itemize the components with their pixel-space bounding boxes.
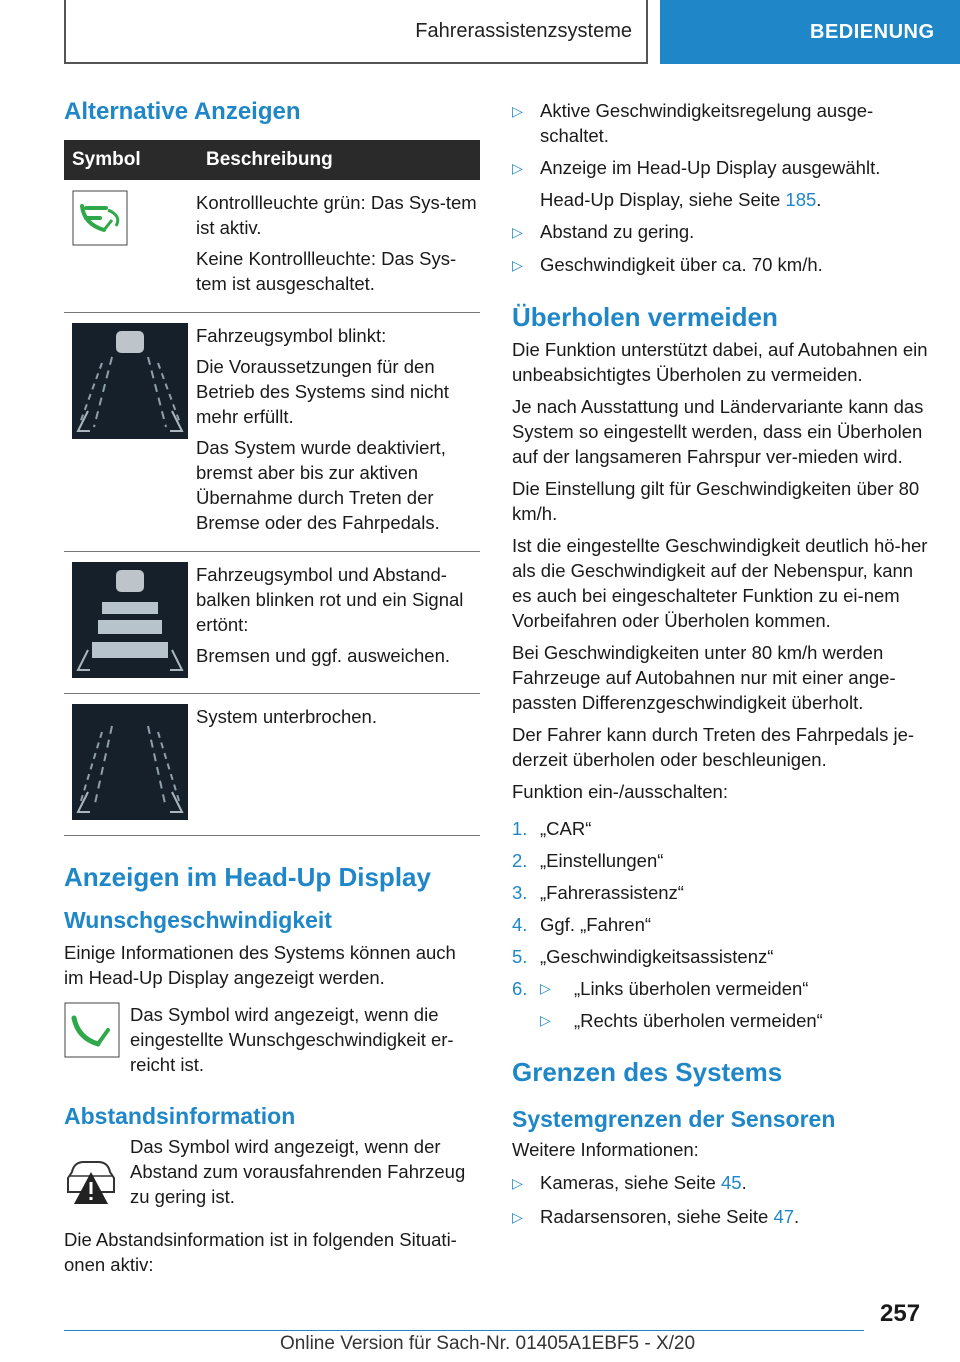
heading-ueberholen-vermeiden: Überholen vermeiden xyxy=(512,302,778,332)
table-row xyxy=(64,552,480,694)
hud-speed-icon xyxy=(64,1002,120,1058)
distance-warning-icon xyxy=(64,1154,118,1208)
chapter-header xyxy=(64,0,648,64)
paragraph: Weitere Informationen: xyxy=(512,1139,699,1160)
subheading-abstandsinformation: Abstandsinformation xyxy=(64,1103,296,1129)
paragraph: Funktion ein-/ausschalten: xyxy=(512,781,728,802)
section-title: BEDIENUNG xyxy=(810,20,935,43)
triangle-bullet-icon: ▷ xyxy=(512,224,523,240)
table-row xyxy=(64,313,480,552)
vehicle-distance-bars-display-icon xyxy=(72,562,188,678)
row2-text3: Das System wurde deaktiviert, bremst aber bis zur aktiven Übernahme durch Treten der Bremse oder des Fahrpedals. xyxy=(196,437,446,533)
paragraph-wunsch: Einige Informationen des Systems können auch im Head-Up Display angezeigt werden. xyxy=(64,942,456,988)
heading-alternative-anzeigen: Alternative Anzeigen xyxy=(64,98,301,125)
vehicle-blinking-display-icon xyxy=(72,323,188,439)
row3-text2: Bremsen und ggf. ausweichen. xyxy=(196,645,451,666)
table-row xyxy=(64,694,480,836)
row1-text1: Kontrollleuchte grün: Das Sys-tem ist aktiv. xyxy=(196,192,477,238)
icon-row-abstand xyxy=(64,1134,480,1213)
symbol-table xyxy=(64,140,480,836)
left-column xyxy=(64,98,480,1277)
paragraph: Bei Geschwindigkeiten unter 80 km/h werden Fahrzeuge auf Autobahnen nur mit einer ange-passten Differenzgeschwindigkeit überholt. xyxy=(512,642,896,713)
list-item: 1. „CAR“ xyxy=(512,818,592,839)
page-link-47[interactable]: 47 xyxy=(773,1206,795,1227)
list-item: 2. „Einstellungen“ xyxy=(512,850,664,871)
triangle-bullet-icon: ▷ xyxy=(512,1175,523,1191)
list-item: ▷ „Rechts überholen vermeiden“ xyxy=(540,1010,823,1031)
triangle-bullet-icon: ▷ xyxy=(540,1012,551,1028)
steps-list xyxy=(512,816,932,1033)
chapter-title: Fahrerassistenzsysteme xyxy=(415,19,632,42)
triangle-bullet-icon: ▷ xyxy=(512,103,523,119)
paragraph-situationen: Die Abstandsinformation ist in folgenden Situati-onen aktiv: xyxy=(64,1229,457,1275)
icon-abstand-text: Das Symbol wird angezeigt, wenn der Abstand zum vorausfahrenden Fahrzeug zu gering ist. xyxy=(130,1136,466,1207)
list-item: ▷ Abstand zu gering. xyxy=(512,219,932,245)
icon-wunsch-text: Das Symbol wird angezeigt, wenn die eingestellte Wunschgeschwindigkeit er-reicht ist. xyxy=(130,1004,454,1075)
row1-text2: Keine Kontrollleuchte: Das Sys-tem ist ausgeschaltet. xyxy=(196,248,457,294)
col-header-symbol: Symbol xyxy=(64,140,196,180)
list-item: 6. ▷ „Links überholen vermeiden“ xyxy=(512,978,809,999)
footer-divider xyxy=(64,1330,864,1331)
heading-grenzen-des-systems: Grenzen des Systems xyxy=(512,1057,783,1087)
section-header xyxy=(660,0,960,64)
list-item: 5. „Geschwindigkeitsassistenz“ xyxy=(512,946,774,967)
page-link-45[interactable]: 45 xyxy=(720,1172,742,1193)
triangle-bullet-icon: ▷ xyxy=(540,980,551,996)
footer-text: Online Version für Sach-Nr. 01405A1EBF5 - X/20 xyxy=(280,1333,696,1354)
subheading-systemgrenzen-sensoren: Systemgrenzen der Sensoren xyxy=(512,1106,836,1132)
list-item: ▷ Geschwindigkeit über ca. 70 km/h. xyxy=(512,252,932,278)
list-item: 3. „Fahrerassistenz“ xyxy=(512,882,684,903)
page-number: 257 xyxy=(880,1300,921,1327)
paragraph: Je nach Ausstattung und Ländervariante kann das System so eingestellt werden, dass ein Überholen auf der langsameren Fahrspur ver-mieden wird. xyxy=(512,396,924,467)
row2-text1: Fahrzeugsymbol blinkt: xyxy=(196,325,387,346)
triangle-bullet-icon: ▷ xyxy=(512,160,523,176)
page-link-185[interactable]: 185 xyxy=(785,189,817,210)
list-item: ▷ Aktive Geschwindigkeitsregelung ausge-schaltet. xyxy=(512,100,874,146)
icon-row-wunsch xyxy=(64,1002,480,1077)
right-column xyxy=(512,98,932,1230)
row3-text1: Fahrzeugsymbol und Abstand-balken blinken rot und ein Signal ertönt: xyxy=(196,564,464,635)
table-row xyxy=(64,180,480,313)
triangle-bullet-icon: ▷ xyxy=(512,257,523,273)
list-item: ▷ Anzeige im Head-Up Display ausgewählt. Head-Up Display, siehe Seite 185. xyxy=(512,157,881,210)
col-header-beschreibung: Beschreibung xyxy=(196,140,480,180)
row4-text1: System unterbrochen. xyxy=(196,706,377,727)
heading-head-up-display: Anzeigen im Head-Up Display xyxy=(64,862,431,892)
paragraph: Die Funktion unterstützt dabei, auf Autobahnen ein unbeabsichtigtes Überholen zu vermeiden. xyxy=(512,339,928,385)
paragraph: Der Fahrer kann durch Treten des Fahrpedals je-derzeit überholen oder beschleunigen. xyxy=(512,724,915,770)
list-item: ▷ Kameras, siehe Seite 45. xyxy=(512,1170,932,1196)
paragraph: Die Einstellung gilt für Geschwindigkeiten über 80 km/h. xyxy=(512,478,920,524)
list-item: 4. Ggf. „Fahren“ xyxy=(512,914,652,935)
system-interrupted-display-icon xyxy=(72,704,188,820)
paragraph: Ist die eingestellte Geschwindigkeit deutlich hö-her als die Geschwindigkeit auf der Nebenspur, kann es auch bei eingeschalteter Funktion zu ei-nem Vorbeifahren oder Überholen kommen. xyxy=(512,535,928,631)
speed-control-indicator-icon xyxy=(72,190,128,246)
subheading-wunschgeschwindigkeit: Wunschgeschwindigkeit xyxy=(64,907,332,933)
row2-text2: Die Voraussetzungen für den Betrieb des Systems sind nicht mehr erfüllt. xyxy=(196,356,449,427)
list-item: ▷ Radarsensoren, siehe Seite 47. xyxy=(512,1204,932,1230)
triangle-bullet-icon: ▷ xyxy=(512,1209,523,1225)
